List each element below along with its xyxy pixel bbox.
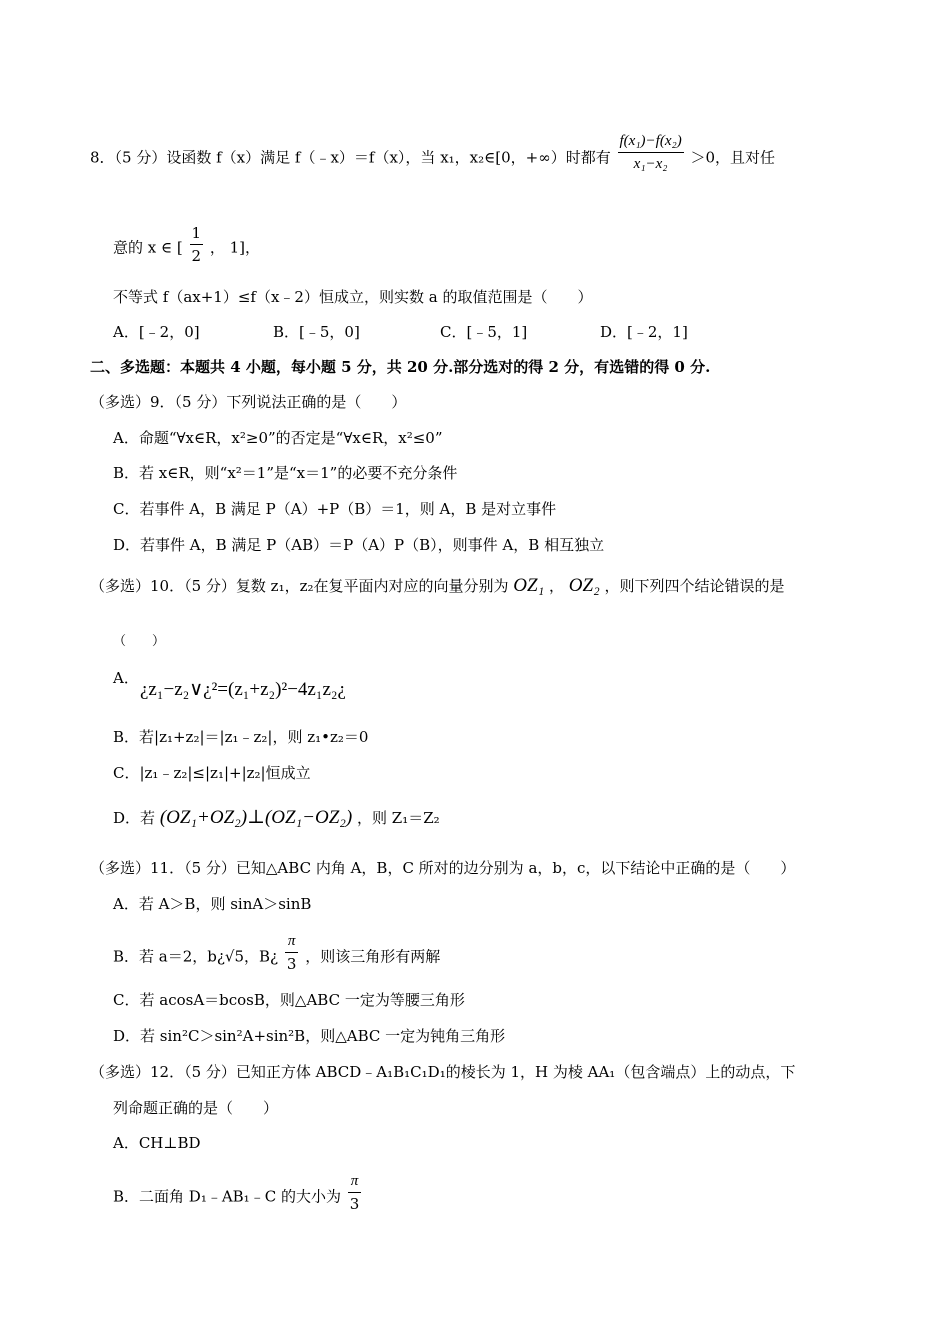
q9-option-a: A．命题“∀x∈R，x²≥0”的否定是“∀x∈R，x²≤0” (113, 429, 443, 447)
q8-fraction (618, 130, 684, 175)
q8-option-d: D．[﹣2，1] (600, 323, 688, 341)
q8-line2 (113, 224, 261, 267)
q9-stem: （多选）9．（5 分）下列说法正确的是（ ） (90, 393, 407, 411)
q10-option-d (113, 808, 440, 828)
q10-option-d-expression: (OZ₁+OZ₂)⊥(OZ₁−OZ₂) (159, 807, 353, 828)
q11-option-d: D．若 sin²C＞sin²A+sin²B，则△ABC 一定为钝角三角形 (113, 1027, 506, 1045)
q12-stem-line1: （多选）12．（5 分）已知正方体 ABCD﹣A₁B₁C₁D₁的棱长为 1，H 为棱 AA₁（包含端点）上的动点，下 (90, 1063, 796, 1081)
q12-option-b-fraction (348, 1170, 362, 1215)
q9-option-b: B．若 x∈R，则“x²＝1”是“x＝1”的必要不充分条件 (113, 464, 458, 482)
q11-stem: （多选）11．（5 分）已知△ABC 内角 A，B，C 所对的边分别为 a，b，c，以下结论中正确的是（ ） (90, 859, 796, 877)
q11-option-b-fraction (285, 930, 299, 975)
q10-option-a-label: A． (113, 669, 139, 687)
q12-option-b-prefix: B．二面角 D₁﹣AB₁﹣C 的大小为 (113, 1187, 341, 1206)
q12-option-b-frac-den: 3 (349, 1195, 360, 1213)
q10-option-a-expression (140, 680, 346, 700)
q10-option-a-expr: ¿z₁−z₂∨¿²=(z₁+z₂)²−4z₁z₂¿ (140, 679, 346, 700)
q10-separator: ， (548, 577, 564, 595)
q8-frac-numerator: f(x₁)−f(x₂) (618, 130, 684, 153)
q8-line1 (90, 133, 776, 175)
q8-half-fraction (190, 222, 204, 267)
q10-option-b: B．若|z₁+z₂|＝|z₁﹣z₂|，则 z₁•z₂＝0 (113, 728, 369, 746)
q10-stem (90, 576, 784, 596)
q10-stem-prefix: （多选）10．（5 分）复数 z₁，z₂在复平面内对应的向量分别为 (90, 577, 509, 595)
q12-option-b-frac-num: π (348, 1170, 362, 1193)
q10-stem-suffix: ，则下列四个结论错误的是 (604, 577, 785, 595)
q8-line1-prefix: 8．（5 分）设函数 f（x）满足 f（﹣x）＝f（x），当 x₁，x₂∈[0，+∞）时都有 (90, 148, 611, 167)
q8-half-denominator: 2 (191, 247, 202, 265)
q10-vector-oz1: OZ₁ (513, 575, 545, 596)
q11-option-c: C．若 acosA＝bcosB，则△ABC 一定为等腰三角形 (113, 991, 465, 1009)
q11-option-b-suffix: ，则该三角形有两解 (305, 947, 441, 966)
q12-option-b (113, 1173, 363, 1215)
q8-line3: 不等式 f（ax+1）≤f（x﹣2）恒成立，则实数 a 的取值范围是（ ） (113, 288, 593, 306)
q10-answer-paren: （ ） (113, 634, 166, 649)
q11-option-b (113, 933, 441, 975)
q8-line1-suffix: ＞0，且对任 (690, 148, 776, 167)
q8-line2-prefix: 意的 x ∈ [ (113, 238, 183, 257)
q8-option-b: B．[﹣5，0] (273, 323, 360, 341)
q10-option-d-label: D．若 (113, 809, 156, 827)
q8-line2-suffix: ， 1]， (209, 238, 261, 257)
q10-vector-oz2: OZ₂ (568, 575, 600, 596)
q11-option-a: A．若 A＞B，则 sinA＞sinB (113, 895, 312, 913)
q8-option-c: C．[﹣5，1] (440, 323, 528, 341)
q10-option-d-suffix: ，则 Z₁＝Z₂ (357, 809, 440, 827)
q8-frac-denominator: x₁−x₂ (633, 156, 668, 172)
q8-option-a: A．[﹣2，0] (113, 323, 200, 341)
q8-half-numerator: 1 (190, 222, 204, 245)
q12-option-a: A．CH⊥BD (113, 1134, 201, 1152)
q12-stem-line2: 列命题正确的是（ ） (113, 1099, 279, 1117)
section2-heading: 二、多选题：本题共 4 小题，每小题 5 分，共 20 分.部分选对的得 2 分，有选错的得 0 分. (90, 358, 711, 376)
q9-option-d: D．若事件 A，B 满足 P（AB）＝P（A）P（B），则事件 A，B 相互独立 (113, 536, 605, 554)
q9-option-c: C．若事件 A，B 满足 P（A）+P（B）＝1，则 A，B 是对立事件 (113, 500, 557, 518)
q11-option-b-frac-num: π (285, 930, 299, 953)
q10-option-c: C．|z₁﹣z₂|≤|z₁|+|z₂|恒成立 (113, 764, 311, 782)
q11-option-b-frac-den: 3 (286, 955, 297, 973)
q11-option-b-prefix: B．若 a＝2，b¿√5，B¿ (113, 947, 279, 966)
